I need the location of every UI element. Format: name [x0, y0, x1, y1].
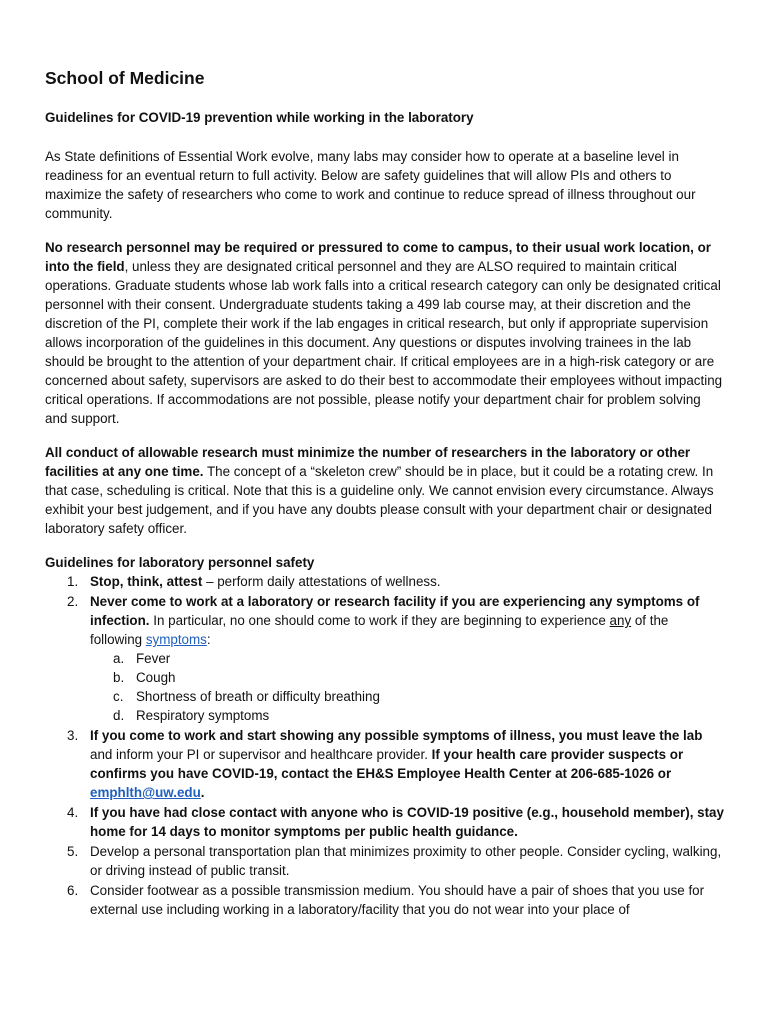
- item-text: – perform daily attestations of wellness.: [202, 574, 441, 589]
- sublist-item: [90, 668, 724, 687]
- sublist-text: Respiratory symptoms: [136, 708, 270, 723]
- document-subtitle: Guidelines for COVID-19 prevention while working in the laboratory: [45, 110, 474, 125]
- sublist-letter: a.: [113, 651, 125, 666]
- intro-paragraph: As State definitions of Essential Work evolve, many labs may consider how to operate at a baseline level in readiness for an eventual return to full activity. Below are safety guidelines that will allow PIs and others to maximize the safety of researchers who come to work and continue to reduce spread of illness throughout our community.: [45, 149, 696, 221]
- list-number: 2.: [67, 594, 79, 609]
- sublist-text: Cough: [136, 670, 176, 685]
- list-number: 5.: [67, 844, 79, 859]
- item-bold-text: If you come to work and start showing any possible symptoms of illness, you must leave the lab: [90, 728, 703, 743]
- item-text: of the following: [90, 613, 669, 647]
- sublist-item: [90, 687, 724, 706]
- list-item: [45, 726, 724, 802]
- underlined-word: any: [609, 613, 632, 628]
- list-item: [45, 842, 724, 880]
- research-conduct-bold-lead: All conduct of allowable research must minimize the number of researchers in the laboratory or other facilities at any one time.: [45, 445, 691, 479]
- item-bold-text: If you have had close contact with anyone who is COVID-19 positive (e.g., household member), stay home for 14 days to monitor symptoms per public health guidance.: [90, 805, 724, 839]
- symptoms-sublist: [90, 649, 724, 725]
- sublist-item: [90, 649, 724, 668]
- item-text: :: [206, 632, 211, 647]
- page-title: School of Medicine: [45, 68, 205, 88]
- item-text: and inform your PI or supervisor and healthcare provider.: [90, 747, 432, 762]
- email-link[interactable]: emphlth@uw.edu: [90, 785, 201, 800]
- personnel-paragraph: [45, 238, 724, 428]
- personnel-text: , unless they are designated critical personnel and they are ALSO required to maintain critical operations. Graduate students whose lab work falls into a critical research category can only be designated critical personnel with their consent. Undergraduate students taking a 499 lab course may, at their discretion and the discretion of the PI, complete their work if the lab engages in critical research, but only if appropriate supervision allows incorporation of the guidelines in this document. Any questions or disputes involving trainees in the lab should be brought to the attention of your department chair. If critical employees are in a high-risk category or are concerned about safety, supervisors are asked to do their best to accommodate their employees without impacting critical operations. If accommodations are not possible, please notify your department chair for problem solving and support.: [45, 259, 723, 426]
- item-bold-text: Stop, think, attest: [90, 574, 203, 589]
- item-bold-text: .: [200, 785, 205, 800]
- personnel-bold-lead: No research personnel may be required or pressured to come to campus, to their usual work location, or into the field: [45, 240, 711, 274]
- sublist-letter: c.: [113, 689, 124, 704]
- list-number: 6.: [67, 883, 79, 898]
- guidelines-heading: Guidelines for laboratory personnel safety: [45, 555, 315, 570]
- sublist-text: Fever: [136, 651, 171, 666]
- list-number: 1.: [67, 574, 79, 589]
- item-bold-text: Never come to work at a laboratory or research facility if you are experiencing any symptoms of infection.: [90, 594, 700, 628]
- research-conduct-paragraph: [45, 443, 724, 538]
- list-item: [45, 803, 724, 841]
- sublist-letter: d.: [113, 708, 125, 723]
- guidelines-list: [45, 572, 724, 919]
- symptoms-link[interactable]: symptoms: [145, 632, 207, 647]
- list-number: 4.: [67, 805, 79, 820]
- item-text: In particular, no one should come to work if they are beginning to experience: [149, 613, 610, 628]
- list-item: [45, 592, 724, 725]
- list-item: [45, 572, 724, 591]
- list-number: 3.: [67, 728, 79, 743]
- item-text: Consider footwear as a possible transmission medium. You should have a pair of shoes that you use for external use including working in a laboratory/facility that you do not wear into your place of: [90, 883, 705, 917]
- sublist-text: Shortness of breath or difficulty breathing: [136, 689, 380, 704]
- item-bold-text: If your health care provider suspects or confirms you have COVID-19, contact the EH&S Employee Health Center at 206-685-1026 or: [90, 747, 684, 781]
- sublist-letter: b.: [113, 670, 125, 685]
- list-item: [45, 881, 724, 919]
- item-text: Develop a personal transportation plan that minimizes proximity to other people. Consider cycling, walking, or driving instead of public transit.: [90, 844, 722, 878]
- research-conduct-text: The concept of a “skeleton crew” should be in place, but it could be a rotating crew. In that case, scheduling is critical. Note that this is a guideline only. We cannot envision every circumstance. Always exhibit your best judgement, and if you have any doubts please consult with your department chair or designated laboratory safety officer.: [45, 464, 714, 536]
- sublist-item: [90, 706, 724, 725]
